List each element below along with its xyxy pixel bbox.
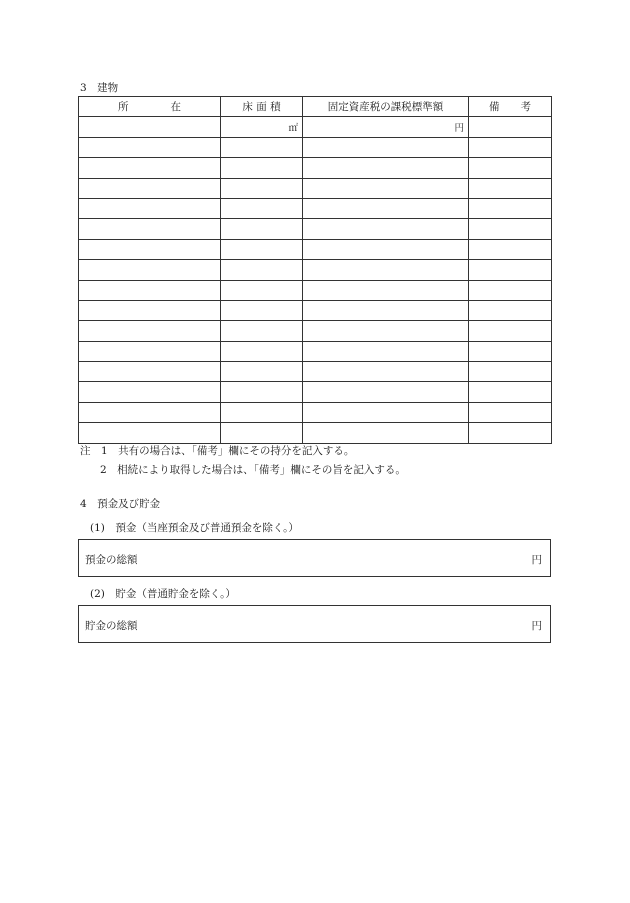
cell-remarks[interactable] xyxy=(469,341,552,361)
buildings-table xyxy=(78,96,552,444)
cell-floor-area[interactable] xyxy=(221,300,303,320)
table-row xyxy=(79,260,552,280)
table-row xyxy=(79,341,552,361)
cell-location[interactable] xyxy=(79,239,221,259)
table-row xyxy=(79,280,552,300)
cell-tax-base[interactable] xyxy=(303,341,469,361)
cell-tax-base[interactable] xyxy=(303,402,469,422)
table-row xyxy=(79,137,552,157)
cell-tax-base[interactable] xyxy=(303,321,469,341)
cell-remarks[interactable] xyxy=(469,239,552,259)
header-tax-base: 固定資産税の課税標準額 xyxy=(303,97,469,117)
cell-remarks[interactable] xyxy=(469,362,552,382)
cell-remarks[interactable] xyxy=(469,178,552,198)
cell-location[interactable] xyxy=(79,280,221,300)
table-row xyxy=(79,321,552,341)
cell-location[interactable] xyxy=(79,362,221,382)
cell-tax-base[interactable] xyxy=(303,158,469,178)
table-row xyxy=(79,239,552,259)
cell-remarks[interactable] xyxy=(469,402,552,422)
deposit-total-box[interactable] xyxy=(78,539,551,577)
cell-floor-area-unit[interactable]: ㎡ xyxy=(221,117,303,137)
cell-remarks[interactable] xyxy=(469,260,552,280)
cell-location[interactable] xyxy=(79,382,221,402)
header-floor-area: 床 面 積 xyxy=(221,97,303,117)
cell-tax-base[interactable] xyxy=(303,239,469,259)
savings-total-box[interactable] xyxy=(78,605,551,643)
cell-tax-base[interactable] xyxy=(303,178,469,198)
cell-tax-base[interactable] xyxy=(303,260,469,280)
cell-floor-area[interactable] xyxy=(221,158,303,178)
note-line-2: 2 相続により取得した場合は、「備考」欄にその旨を記入する。 xyxy=(100,464,406,476)
savings-total-unit: 円 xyxy=(531,620,542,632)
cell-tax-base[interactable] xyxy=(303,219,469,239)
cell-tax-base-unit[interactable]: 円 xyxy=(303,117,469,137)
table-row xyxy=(79,117,552,137)
cell-floor-area[interactable] xyxy=(221,362,303,382)
cell-floor-area[interactable] xyxy=(221,260,303,280)
table-row xyxy=(79,178,552,198)
cell-remarks[interactable] xyxy=(469,117,552,137)
cell-floor-area[interactable] xyxy=(221,219,303,239)
cell-location[interactable] xyxy=(79,158,221,178)
cell-location[interactable] xyxy=(79,117,221,137)
cell-location[interactable] xyxy=(79,178,221,198)
subsection-savings-label: (2) 貯金（普通貯金を除く。） xyxy=(90,588,236,600)
note-line-1: 注 1 共有の場合は、「備考」欄にその持分を記入する。 xyxy=(80,445,355,457)
section-title-buildings: 3 建物 xyxy=(80,82,119,94)
section-title-deposits: 4 預金及び貯金 xyxy=(80,498,161,510)
header-remarks: 備 考 xyxy=(469,97,552,117)
cell-location[interactable] xyxy=(79,423,221,443)
cell-floor-area[interactable] xyxy=(221,137,303,157)
cell-remarks[interactable] xyxy=(469,219,552,239)
cell-location[interactable] xyxy=(79,198,221,218)
cell-tax-base[interactable] xyxy=(303,300,469,320)
table-row xyxy=(79,382,552,402)
savings-total-label: 貯金の総額 xyxy=(85,620,138,632)
cell-remarks[interactable] xyxy=(469,423,552,443)
table-row xyxy=(79,158,552,178)
header-location: 所 在 xyxy=(79,97,221,117)
cell-location[interactable] xyxy=(79,341,221,361)
table-row xyxy=(79,423,552,443)
cell-floor-area[interactable] xyxy=(221,321,303,341)
cell-remarks[interactable] xyxy=(469,158,552,178)
cell-remarks[interactable] xyxy=(469,137,552,157)
cell-floor-area[interactable] xyxy=(221,382,303,402)
cell-tax-base[interactable] xyxy=(303,423,469,443)
cell-tax-base[interactable] xyxy=(303,280,469,300)
cell-floor-area[interactable] xyxy=(221,239,303,259)
cell-floor-area[interactable] xyxy=(221,198,303,218)
cell-tax-base[interactable] xyxy=(303,362,469,382)
cell-remarks[interactable] xyxy=(469,321,552,341)
cell-location[interactable] xyxy=(79,260,221,280)
cell-floor-area[interactable] xyxy=(221,402,303,422)
deposit-total-unit: 円 xyxy=(531,554,542,566)
cell-location[interactable] xyxy=(79,321,221,341)
cell-location[interactable] xyxy=(79,402,221,422)
table-row xyxy=(79,362,552,382)
cell-location[interactable] xyxy=(79,219,221,239)
cell-remarks[interactable] xyxy=(469,300,552,320)
cell-floor-area[interactable] xyxy=(221,341,303,361)
cell-tax-base[interactable] xyxy=(303,198,469,218)
table-row xyxy=(79,198,552,218)
cell-floor-area[interactable] xyxy=(221,178,303,198)
subsection-deposit-label: (1) 預金（当座預金及び普通預金を除く。） xyxy=(90,522,299,534)
cell-remarks[interactable] xyxy=(469,198,552,218)
deposit-total-label: 預金の総額 xyxy=(85,554,138,566)
table-row xyxy=(79,219,552,239)
cell-tax-base[interactable] xyxy=(303,137,469,157)
cell-remarks[interactable] xyxy=(469,280,552,300)
table-row xyxy=(79,402,552,422)
cell-remarks[interactable] xyxy=(469,382,552,402)
table-header-row xyxy=(79,97,552,117)
cell-location[interactable] xyxy=(79,137,221,157)
cell-floor-area[interactable] xyxy=(221,423,303,443)
cell-location[interactable] xyxy=(79,300,221,320)
table-row xyxy=(79,300,552,320)
cell-floor-area[interactable] xyxy=(221,280,303,300)
cell-tax-base[interactable] xyxy=(303,382,469,402)
